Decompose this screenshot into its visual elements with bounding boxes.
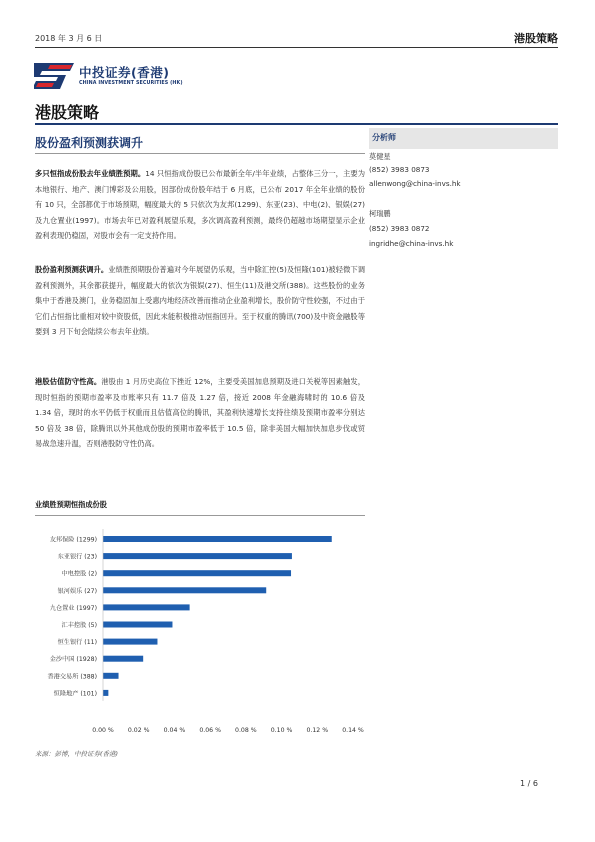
analyst-phone: (852) 3983 0873	[369, 165, 430, 174]
category-label: 九仓置业 (1997)	[49, 604, 97, 612]
paragraph-body: 港股由 1 月历史高位下挫近 12%，主要受美国加息预期及进口关税等因素触发，现时恒指的预期市盈率及市账率只有 11.7 倍及 1.27 倍，接近 2008 年金融海啸时的 10.6 倍及 1.34 倍，现时的水平仍低于权重而且估值高位的腾讯，其盈利快速增长支持往绩及预期市盈率分别达 50 倍及 38 倍，除腾讯以外其他成份股的预期市盈率低于 10.5 倍，除非美国大幅加快加息步伐或贸易战急速升温，否则港股防守性仍高。	[35, 377, 366, 448]
bar	[103, 553, 292, 559]
title-divider	[35, 153, 365, 154]
bar	[103, 604, 190, 610]
category-label: 东亚银行 (23)	[57, 553, 97, 561]
analyst-phone: (852) 3983 0872	[369, 224, 430, 233]
category-label: 恒隆地产 (101)	[53, 690, 97, 698]
bar	[103, 656, 143, 662]
bar	[103, 570, 291, 576]
analyst-email-link[interactable]: allenwong@china-invs.hk	[369, 179, 461, 188]
header-report-type: 港股策略	[514, 32, 558, 45]
paragraph-lead: 股份盈利预测获调升。	[35, 265, 109, 274]
bar	[103, 587, 266, 593]
paragraph-earnings	[35, 166, 365, 244]
paragraph-lead: 多只恒指成份股去年业绩胜预期。	[35, 169, 146, 178]
category-label: 银河娱乐 (27)	[57, 587, 97, 595]
x-tick-label: 0.10 %	[270, 727, 293, 734]
page-number: 1 / 6	[520, 779, 538, 788]
x-tick-label: 0.08 %	[235, 727, 257, 734]
category-label: 中电控股 (2)	[61, 570, 97, 578]
x-tick-label: 0.14 %	[342, 727, 364, 734]
x-tick-label: 0.04 %	[163, 727, 186, 734]
bar	[103, 673, 119, 679]
chart-title: 业绩胜预期恒指成份股	[35, 500, 107, 509]
report-title: 股份盈利预测获调升	[35, 136, 144, 150]
category-label: 友邦保险 (1299)	[49, 536, 97, 544]
analyst-name: 莫健星	[369, 152, 391, 161]
x-tick-label: 0.12 %	[306, 727, 329, 734]
category-label: 香港交易所 (388)	[47, 673, 97, 681]
analyst-name: 柯瑞鹏	[369, 209, 391, 218]
chart-title-divider	[35, 515, 365, 516]
category-label: 汇丰控股 (5)	[61, 622, 97, 629]
bar	[103, 622, 172, 628]
logo-name-en: CHINA INVESTMENT SECURITIES (HK)	[79, 81, 183, 86]
paragraph-body: 14 只恒指成份股已公布最新全年/半年业绩，占整体三分一，主要为本地银行、地产、澳门博彩及公用股，因部份成份股年结于 6 月底，已公布 2017 年全年业绩的股份有 10 只，全部都优于市场预期，幅度最大的 5 只依次为友邦(1299)、东亚(23)、中电(2)、银娱(27)及九仓置业(1997)。市场去年已对盈利展望乐观，多次调高盈利预测，最终仍超越市场期望显示企业盈利表现仍稳固，对股市会有一定支持作用。	[35, 169, 366, 240]
report-date: 2018 年 3 月 6 日	[35, 34, 103, 43]
section-title: 港股策略	[35, 103, 100, 122]
chart-source: 来源：彭博，中投证券(香港)	[35, 750, 119, 758]
analyst-panel-header	[369, 128, 558, 149]
bar	[103, 639, 157, 645]
x-tick-label: 0.06 %	[199, 727, 221, 734]
bar	[103, 536, 332, 542]
x-tick-label: 0.00 %	[92, 727, 114, 734]
header-divider	[35, 47, 558, 48]
paragraph-forecast	[35, 262, 365, 340]
paragraph-body: 业绩胜预期股份普遍对今年展望仍乐观，当中除汇控(5)及恒隆(101)被轻微下调盈利预测外，其余都获提升，幅度最大的依次为银娱(27)、恒生(11)及港交所(388)。这些股份的业务集中于香港及澳门，业务稳固加上受惠内地经济改善而推动企业盈利增长，股价防守性较强，不过由于它们占恒指比重相对较中资股低，因此未能积极推动恒指回升。至于权重的腾讯(700)及中资金融股等要到 3 月下旬会陆续公布去年业绩。	[35, 265, 366, 336]
logo-name-cn: 中投证券(香港)	[79, 65, 170, 80]
paragraph-lead: 港股估值防守性高。	[35, 377, 102, 386]
paragraph-valuation	[35, 374, 365, 452]
bar	[103, 690, 108, 696]
analyst-heading: 分析师	[372, 133, 396, 142]
section-divider	[35, 123, 558, 125]
analyst-email-link[interactable]: ingridhe@china-invs.hk	[369, 239, 454, 248]
category-label: 金沙中国 (1928)	[49, 656, 97, 664]
bar-chart	[35, 525, 365, 745]
category-label: 恒生银行 (11)	[57, 639, 97, 647]
x-tick-label: 0.02 %	[127, 727, 150, 734]
